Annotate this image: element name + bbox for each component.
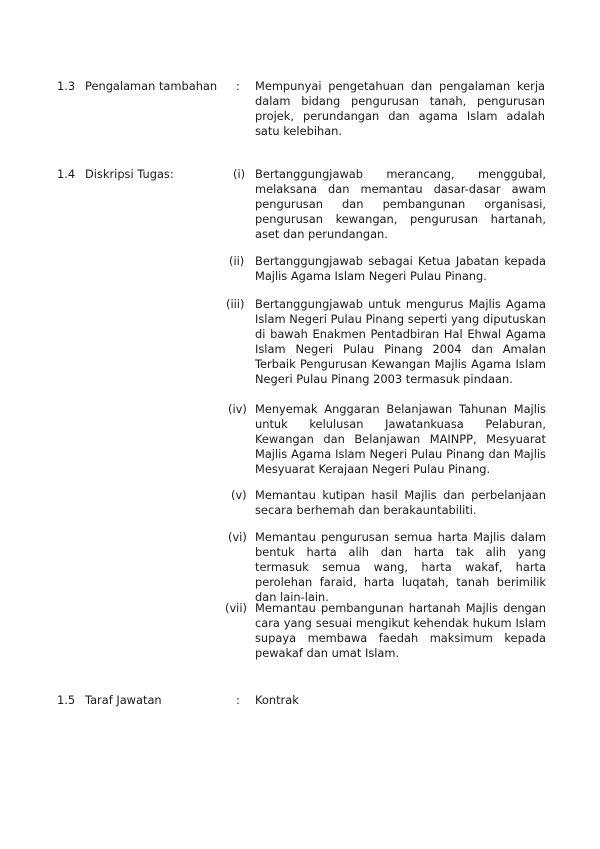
section-number: 1.3: [57, 79, 76, 93]
item-text: Memantau pengurusan semua harta Majlis dalam bentuk harta alih dan harta tak alih yang termasuk semua wang, harta wakaf, harta perolehan faraid, harta luqatah, tanah berimilik dan lain-lain.: [255, 530, 546, 604]
section-text: Mempunyai pengetahuan dan pengalaman kerja dalam bidang pengurusan tanah, pengurusan projek, perundangan dan agama Islam adalah satu kelebihan.: [255, 79, 545, 138]
item-text: Memantau pembangunan hartanah Majlis dengan cara yang sesuai mengikut kehendak hukum Islam supaya membawa faedah maksimum kepada pewakaf dan umat Islam.: [255, 601, 546, 660]
colon: :: [236, 693, 240, 707]
item-text: Bertanggungjawab sebagai Ketua Jabatan kepada Majlis Agama Islam Negeri Pulau Pinang.: [255, 254, 546, 283]
section-label: Taraf Jawatan: [85, 693, 162, 707]
item-number: (i): [233, 167, 246, 181]
section-label: Diskripsi Tugas:: [85, 167, 174, 181]
item-text: Menyemak Anggaran Belanjawan Tahunan Majlis untuk kelulusan Jawatankuasa Pelaburan, Kewangan dan Belanjawan MAINPP, Mesyuarat Majlis Agama Islam Negeri Pulau Pinang dan Majlis Mesyuarat Kerajaan Negeri Pulau Pinang.: [255, 402, 546, 476]
item-number: (ii): [229, 254, 245, 268]
item-number: (iv): [228, 402, 247, 416]
section-text: Kontrak: [255, 693, 299, 707]
item-text: Bertanggungjawab merancang, menggubal, melaksana dan memantau dasar-dasar awam pengurusan dan pembangunan organisasi, pengurusan kewangan, pengurusan hartanah, aset dan perundangan.: [255, 167, 546, 241]
section-number: 1.4: [57, 167, 76, 181]
item-number: (iii): [226, 297, 245, 311]
item-text: Bertanggungjawab untuk mengurus Majlis Agama Islam Negeri Pulau Pinang seperti yang diputuskan di bawah Enakmen Pentadbiran Hal Ehwal Agama Islam Negeri Pulau Pinang 2004 dan Amalan Terbaik Pengurusan Kewangan Majlis Agama Islam Negeri Pulau Pinang 2003 termasuk pindaan.: [255, 297, 546, 386]
section-number: 1.5: [57, 693, 76, 707]
item-text: Memantau kutipan hasil Majlis dan perbelanjaan secara berhemah dan berakauntabiliti.: [255, 488, 546, 517]
item-number: (vii): [225, 601, 247, 615]
section-label: Pengalaman tambahan: [85, 79, 218, 93]
item-number: (v): [231, 488, 247, 502]
item-number: (vi): [228, 530, 247, 544]
colon: :: [236, 79, 240, 93]
